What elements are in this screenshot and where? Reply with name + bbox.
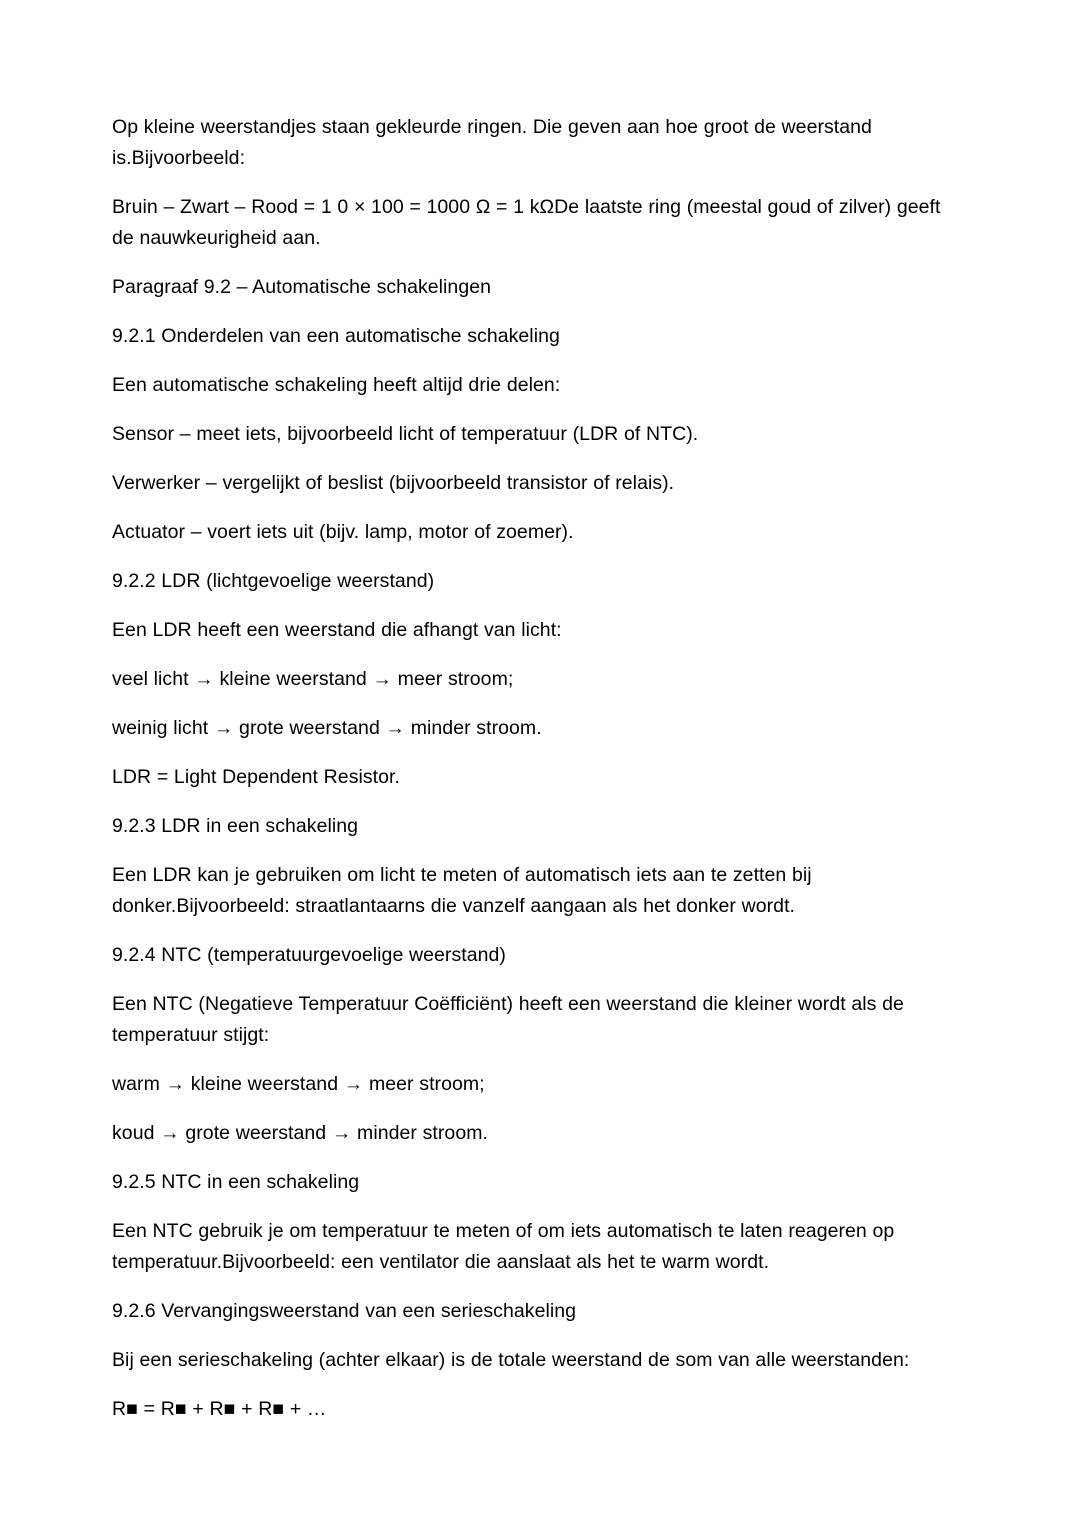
formula-vervangingsweerstand-serie: R■ = R■ + R■ + R■ + … [112, 1398, 327, 1420]
list-item-sensor: Sensor – meet iets, bijvoorbeeld licht of temperatuur (LDR of NTC). [112, 423, 699, 445]
list-item-veel-licht: veel licht → kleine weerstand → meer stroom; [112, 668, 514, 690]
list-item-verwerker: Verwerker – vergelijkt of beslist (bijvoorbeeld transistor of relais). [112, 472, 675, 494]
heading-9-2-1-onderdelen: 9.2.1 Onderdelen van een automatische schakeling [112, 325, 560, 347]
paragraph-resistor-color-rings: Op kleine weerstandjes staan gekleurde ringen. Die geven aan hoe groot de weerstand is.Bijvoorbeeld: [112, 116, 872, 169]
list-item-weinig-licht: weinig licht → grote weerstand → minder stroom. [112, 717, 542, 739]
heading-9-2-5-ntc-schakeling: 9.2.5 NTC in een schakeling [112, 1171, 360, 1193]
list-item-warm: warm → kleine weerstand → meer stroom; [112, 1073, 485, 1095]
heading-9-2-3-ldr-schakeling: 9.2.3 LDR in een schakeling [112, 815, 359, 837]
paragraph-drie-delen-intro: Een automatische schakeling heeft altijd drie delen: [112, 374, 561, 396]
heading-paragraaf-9-2: Paragraaf 9.2 – Automatische schakelingen [112, 276, 492, 298]
document-body [112, 112, 957, 1425]
paragraph-ldr-definition: LDR = Light Dependent Resistor. [112, 766, 400, 788]
heading-9-2-2-ldr: 9.2.2 LDR (lichtgevoelige weerstand) [112, 570, 435, 592]
heading-9-2-4-ntc: 9.2.4 NTC (temperatuurgevoelige weerstand) [112, 944, 506, 966]
heading-9-2-6-vervangingsweerstand: 9.2.6 Vervangingsweerstand van een serieschakeling [112, 1300, 577, 1322]
list-item-koud: koud → grote weerstand → minder stroom. [112, 1122, 488, 1144]
paragraph-ldr-weerstand-licht: Een LDR heeft een weerstand die afhangt van licht: [112, 619, 562, 641]
list-item-actuator: Actuator – voert iets uit (bijv. lamp, motor of zoemer). [112, 521, 574, 543]
paragraph-ldr-toepassing: Een LDR kan je gebruiken om licht te meten of automatisch iets aan te zetten bij donker.Bijvoorbeeld: straatlantaarns die vanzelf aangaan als het donker wordt. [112, 864, 812, 917]
paragraph-resistor-color-calculation: Bruin – Zwart – Rood = 1 0 × 100 = 1000 Ω = 1 kΩDe laatste ring (meestal goud of zilver) geeft de nauwkeurigheid aan. [112, 196, 941, 249]
paragraph-serieschakeling-som: Bij een serieschakeling (achter elkaar) is de totale weerstand de som van alle weerstanden: [112, 1349, 910, 1371]
paragraph-ntc-toepassing: Een NTC gebruik je om temperatuur te meten of om iets automatisch te laten reageren op temperatuur.Bijvoorbeeld: een ventilator die aanslaat als het te warm wordt. [112, 1220, 895, 1273]
paragraph-ntc-definitie: Een NTC (Negatieve Temperatuur Coëfficiënt) heeft een weerstand die kleiner wordt als de temperatuur stijgt: [112, 993, 904, 1046]
